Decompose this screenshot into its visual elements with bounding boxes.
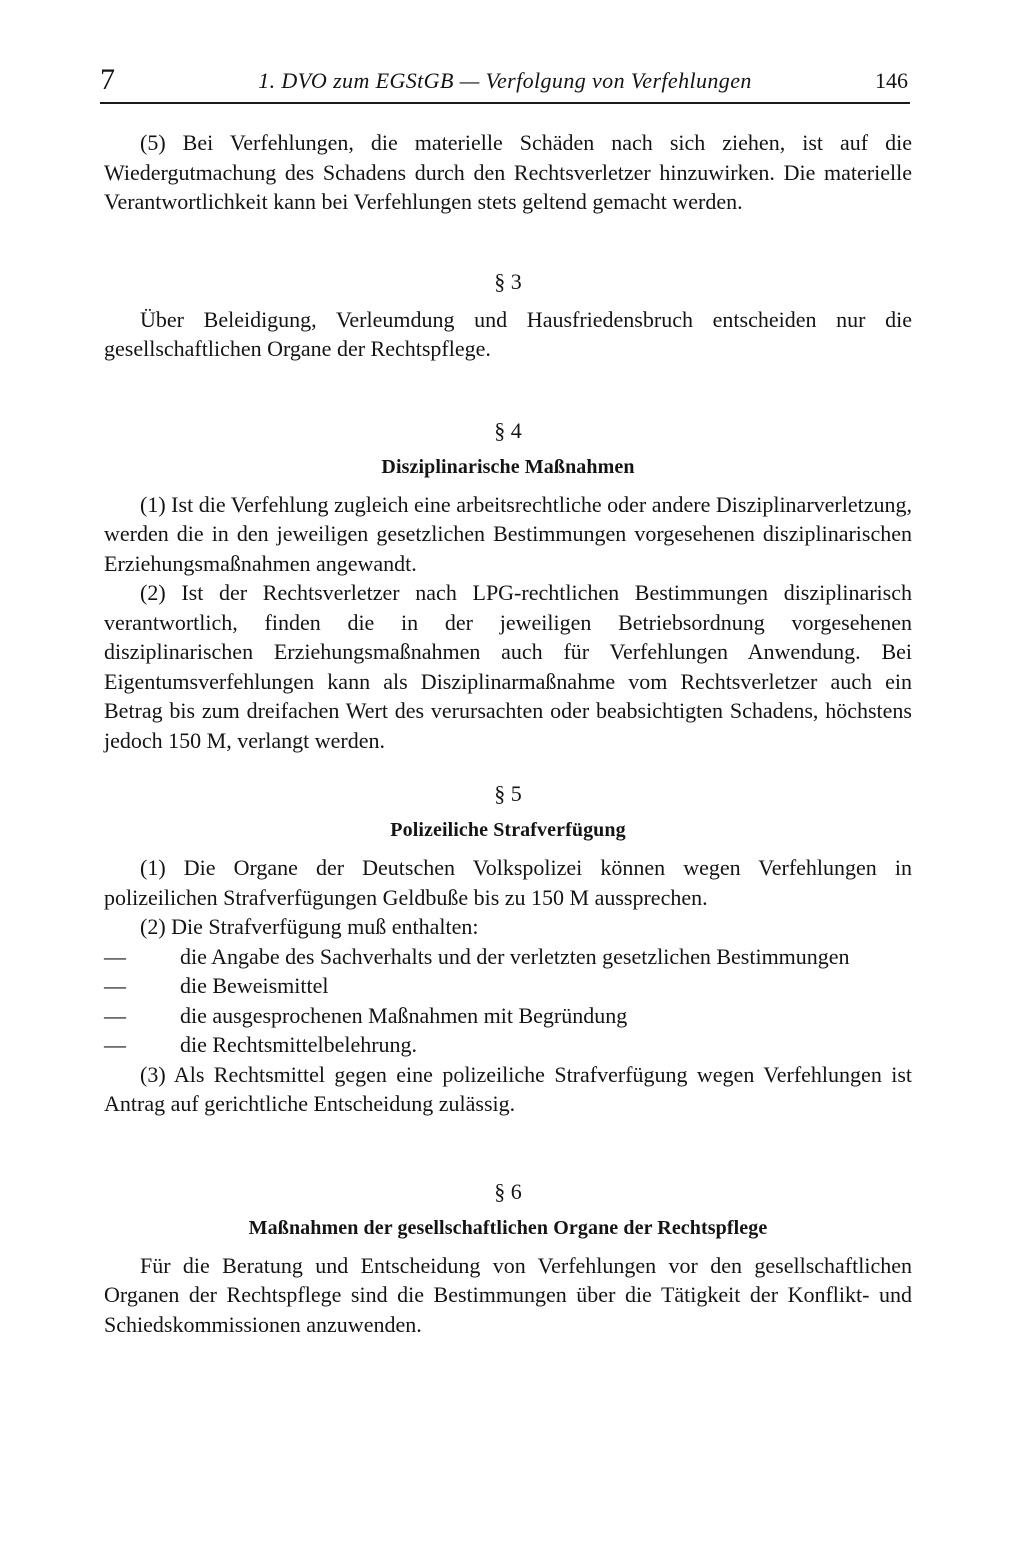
chapter-number: 7 (100, 63, 115, 96)
dash-marker: — (104, 1002, 126, 1028)
section-4-paragraph-1: (1) Ist die Verfehlung zugleich eine arbeitsrechtliche oder andere Disziplinarverletzung, werden die in den jeweiligen gesetzlichen Bestimmungen vorgesehenen disziplinarischen Erziehungsmaßnahmen angewandt. (104, 491, 912, 576)
list-item (104, 1001, 912, 1031)
page-number: 146 (875, 68, 908, 93)
section-5-paragraph-3: (3) Als Rechtsmittel gegen eine polizeiliche Strafverfügung wegen Verfehlungen ist Antrag auf gerichtliche Entscheidung zulässig. (104, 1061, 912, 1116)
section-3-heading: § 3 (494, 268, 522, 294)
list-item-text: die Angabe des Sachverhalts und der verletzten gesetzlichen Bestimmungen (180, 943, 850, 969)
list-item (104, 1030, 912, 1060)
running-header (100, 62, 910, 104)
paragraph-5-material-damage: (5) Bei Verfehlungen, die materielle Schäden nach sich ziehen, ist auf die Wiedergutmachung des Schadens durch den Rechtsverletzer hinzuwirken. Die materielle Verantwortlichkeit kann bei Verfehlungen stets geltend gemacht werden. (104, 130, 912, 214)
list-item (104, 942, 912, 972)
section-5-paragraph-1: (1) Die Organe der Deutschen Volkspolizei können wegen Verfehlungen in polizeilichen Strafverfügungen Geldbuße bis zu 150 M aussprechen. (104, 855, 912, 910)
running-title: 1. DVO zum EGStGB — Verfolgung von Verfehlungen (258, 68, 752, 93)
section-6-heading: § 6 (494, 1178, 522, 1204)
page-body (104, 128, 912, 1339)
list-item-text: die ausgesprochenen Maßnahmen mit Begründung (180, 1002, 628, 1028)
section-4-heading: § 4 (494, 417, 522, 443)
list-item-text: die Beweismittel (180, 973, 329, 998)
section-5-title: Polizeiliche Strafverfügung (390, 819, 626, 841)
section-5-heading: § 5 (494, 781, 522, 806)
section-3-text: Über Beleidigung, Verleumdung und Hausfriedensbruch entscheiden nur die gesellschaftlichen Organe der Rechtspflege. (104, 306, 912, 361)
list-item-text: die Rechtsmittelbelehrung. (180, 1032, 418, 1057)
section-5-paragraph-2: (2) Die Strafverfügung muß enthalten: (140, 914, 479, 939)
dash-marker: — (104, 973, 126, 998)
list-item (104, 971, 912, 1001)
section-6-text: Für die Beratung und Entscheidung von Verfehlungen vor den gesellschaftlichen Organen der Rechtspflege sind die Bestimmungen über die Tätigkeit der Konflikt- und Schiedskommissionen anzuwenden. (104, 1252, 912, 1337)
dash-marker: — (104, 1032, 126, 1057)
section-6-title: Maßnahmen der gesellschaftlichen Organe der Rechtspflege (248, 1216, 768, 1239)
required-contents-list (104, 942, 912, 1060)
section-4-paragraph-2: (2) Ist der Rechtsverletzer nach LPG-rechtlichen Bestimmungen disziplinarisch verantwortlich, finden die in der jeweiligen Betriebsordnung vorgesehenen disziplinarischen Erziehungsmaßnahmen auch für Verfehlungen Anwendung. Bei Eigentumsverfehlungen kann als Disziplinarmaßnahme vom Rechtsverletzer auch ein Betrag bis zum dreifachen Wert des verursachten oder beabsichtigten Schadens, höchstens jedoch 150 M, verlangt werden. (104, 580, 912, 753)
section-4-title: Disziplinarische Maßnahmen (381, 455, 635, 478)
dash-marker: — (104, 943, 126, 969)
